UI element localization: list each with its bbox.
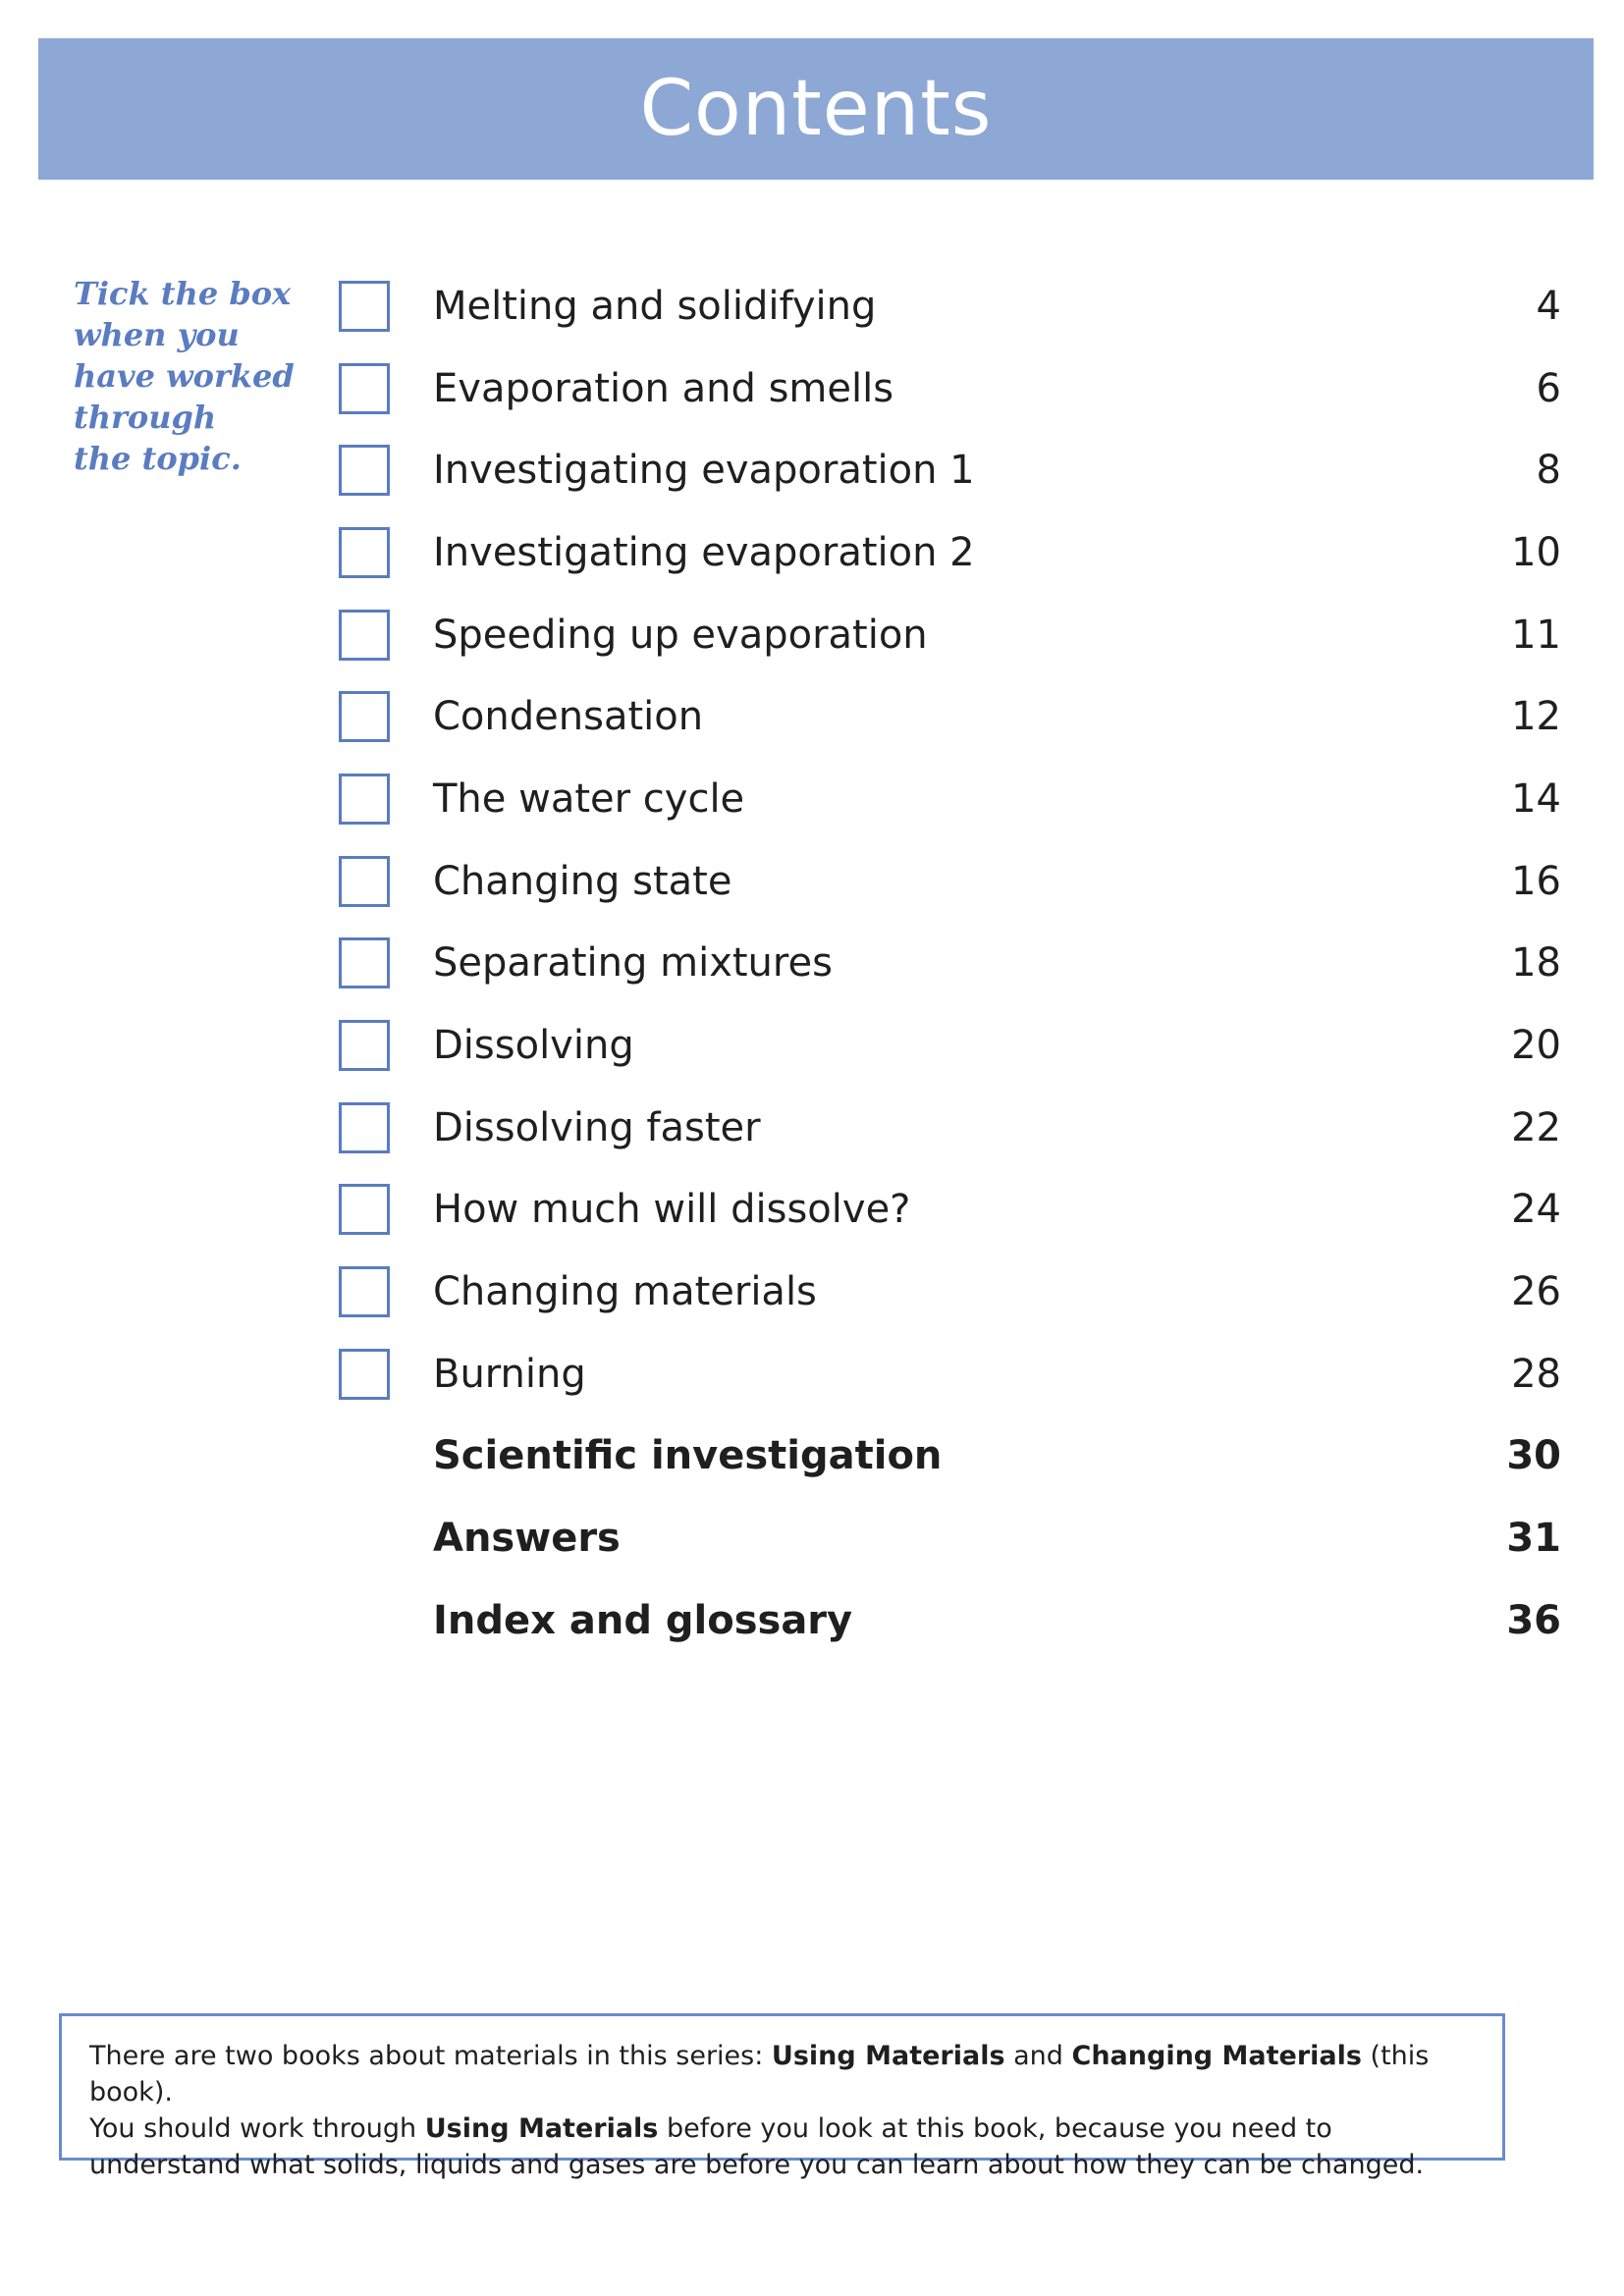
toc-item — [339, 511, 1561, 594]
toc-item — [339, 758, 1561, 840]
toc-item-page: 20 — [1511, 1023, 1561, 1069]
tick-instruction-line: the topic. — [74, 440, 242, 477]
toc-item-page: 8 — [1536, 448, 1561, 494]
toc-item-page: 11 — [1511, 612, 1561, 658]
toc-extra-title: Scientific investigation — [433, 1433, 943, 1479]
note-text: There are two books about materials in this series: — [89, 2041, 772, 2071]
toc-item-page: 18 — [1511, 940, 1561, 987]
checkbox-spacer — [339, 1430, 390, 1481]
toc-item-title: Changing materials — [433, 1269, 817, 1315]
topic-checkbox[interactable] — [339, 1349, 390, 1400]
toc-item-title: Changing state — [433, 858, 732, 904]
toc-item-title: Condensation — [433, 694, 704, 740]
toc-item — [339, 1251, 1561, 1333]
toc-item — [339, 1087, 1561, 1169]
toc-extra-item — [339, 1415, 1561, 1498]
toc-item-title: Burning — [433, 1351, 586, 1397]
tick-instruction-line: have worked — [74, 357, 295, 395]
topic-checkbox[interactable] — [339, 1184, 390, 1235]
header-band — [38, 38, 1594, 180]
note-text: and — [1004, 2041, 1072, 2071]
topic-checkbox[interactable] — [339, 774, 390, 825]
toc-extra-title: Index and glossary — [433, 1597, 853, 1643]
note-text: You should work through — [89, 2113, 425, 2144]
topic-checkbox[interactable] — [339, 363, 390, 414]
toc-item-page: 16 — [1511, 858, 1561, 904]
note-book-title: Changing Materials — [1071, 2041, 1362, 2071]
toc-item-title: Speeding up evaporation — [433, 612, 928, 658]
topic-checkbox[interactable] — [339, 527, 390, 578]
toc-item-title: Evaporation and smells — [433, 365, 894, 411]
tick-instruction-line: through — [74, 399, 217, 436]
toc-item-page: 26 — [1511, 1269, 1561, 1315]
toc-item — [339, 1169, 1561, 1252]
topic-checkbox[interactable] — [339, 281, 390, 332]
checkbox-spacer — [339, 1513, 390, 1564]
topic-checkbox[interactable] — [339, 1102, 390, 1153]
toc-item — [339, 347, 1561, 430]
toc-item-title: Investigating evaporation 1 — [433, 448, 975, 494]
toc-item-title: Dissolving — [433, 1023, 634, 1069]
toc-item — [339, 265, 1561, 347]
toc-item — [339, 923, 1561, 1005]
series-note — [59, 2013, 1505, 2180]
note-book-title: Using Materials — [771, 2041, 1005, 2071]
toc-item-page: 24 — [1511, 1187, 1561, 1233]
toc-item-page: 28 — [1511, 1351, 1561, 1397]
tick-instruction — [74, 273, 309, 479]
toc-item-title: Dissolving faster — [433, 1104, 761, 1150]
toc-item — [339, 429, 1561, 511]
toc-extra-item — [339, 1497, 1561, 1579]
toc-item-page: 22 — [1511, 1104, 1561, 1150]
note-book-title: Using Materials — [424, 2113, 659, 2144]
topic-checkbox[interactable] — [339, 937, 390, 988]
toc-extra-page: 31 — [1506, 1516, 1561, 1562]
page-title: Contents — [639, 65, 993, 153]
toc-item — [339, 594, 1561, 676]
tick-instruction-line: when you — [74, 316, 240, 353]
checkbox-spacer — [339, 1595, 390, 1646]
toc-item — [339, 675, 1561, 758]
toc-item-title: Investigating evaporation 2 — [433, 529, 975, 575]
toc-item-title: How much will dissolve? — [433, 1187, 911, 1233]
toc-item-page: 12 — [1511, 694, 1561, 740]
topic-checkbox[interactable] — [339, 691, 390, 742]
toc-item-title: Melting and solidifying — [433, 283, 877, 329]
topic-checkbox[interactable] — [339, 1020, 390, 1071]
toc-extra-title: Answers — [433, 1516, 621, 1562]
topic-checkbox[interactable] — [339, 610, 390, 661]
toc-extra-page: 30 — [1506, 1433, 1561, 1479]
toc-item-page: 10 — [1511, 529, 1561, 575]
contents-list — [339, 265, 1561, 1662]
toc-item — [339, 1004, 1561, 1087]
toc-item-title: The water cycle — [433, 775, 745, 822]
toc-extra-page: 36 — [1506, 1597, 1561, 1643]
topic-checkbox[interactable] — [339, 445, 390, 496]
note-text: (this book). — [89, 2041, 1430, 2108]
toc-item-page: 6 — [1536, 365, 1561, 411]
toc-item-title: Separating mixtures — [433, 940, 833, 987]
toc-item — [339, 840, 1561, 923]
toc-item-page: 14 — [1511, 775, 1561, 822]
tick-instruction-line: Tick the box — [74, 275, 292, 312]
toc-item — [339, 1333, 1561, 1415]
toc-item-page: 4 — [1536, 283, 1561, 329]
toc-extra-item — [339, 1579, 1561, 1662]
note-text: before you look at this book, because you need to understand what solids, liquids and gases are before you can learn about how they can be changed. — [89, 2113, 1425, 2180]
topic-checkbox[interactable] — [339, 1266, 390, 1317]
topic-checkbox[interactable] — [339, 856, 390, 907]
